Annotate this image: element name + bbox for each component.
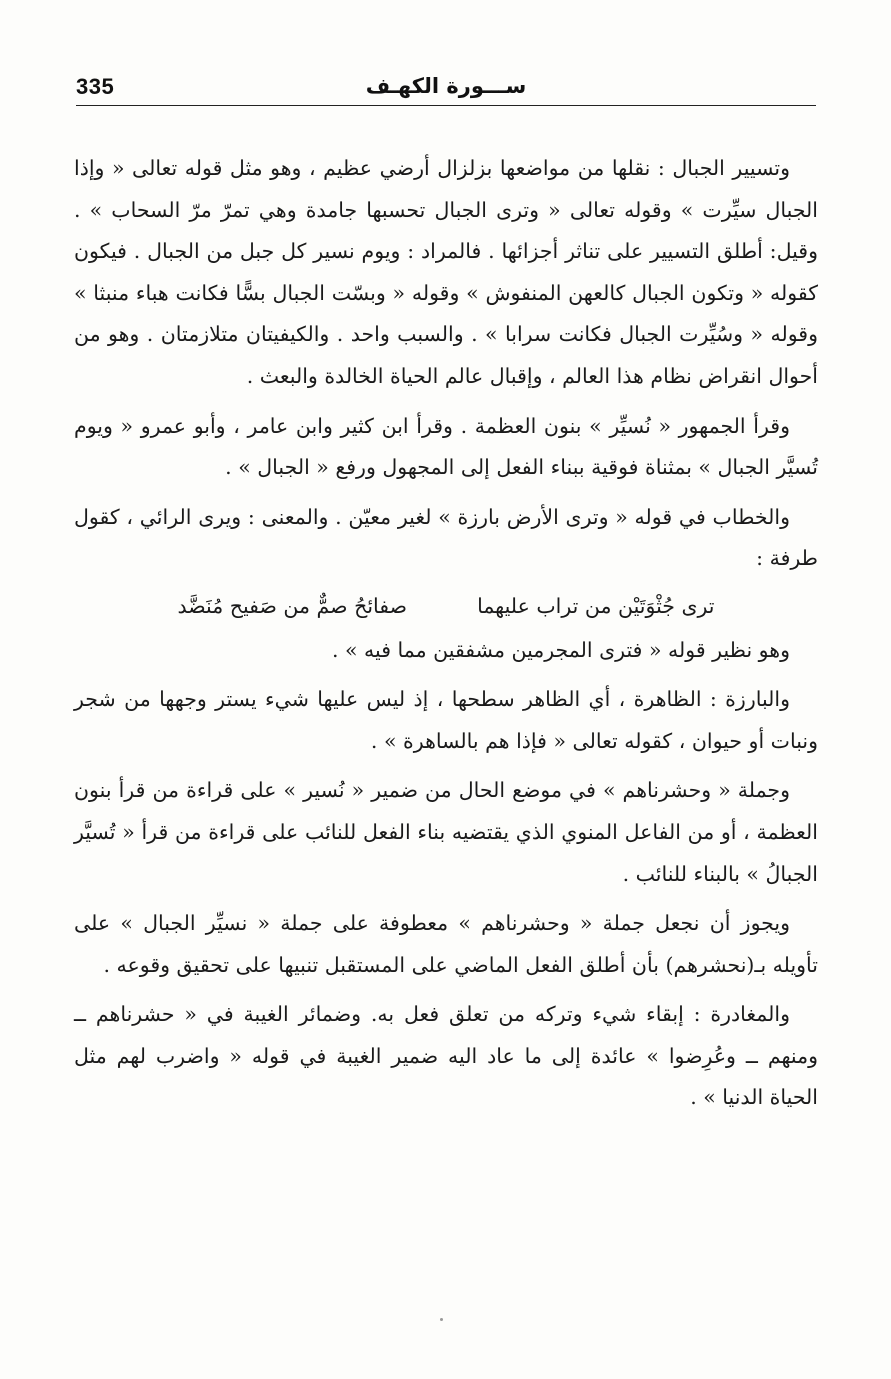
poem-hemistich-second: صفائحُ صمٌّ من صَفيح مُنَضَّد — [177, 593, 408, 618]
poem-hemistich-first: ترى جُثْوَتَيْن من تراب عليهما — [477, 593, 715, 618]
scan-speck — [440, 1318, 443, 1321]
paragraph: والخطاب في قوله « وترى الأرض بارزة » لغير معيّن . والمعنى : ويرى الرائي ، كقول طرفة : — [74, 504, 818, 571]
header-rule — [76, 105, 816, 106]
paragraph: وهو نظير قوله « فترى المجرمين مشفقين مما فيه » . — [331, 637, 790, 662]
page-body — [74, 148, 818, 1119]
page-header — [76, 72, 816, 106]
surah-title: ســـورة الكهـف — [365, 74, 527, 98]
paragraph: والمغادرة : إبقاء شيء وتركه من تعلق فعل به. وضمائر الغيبة في « حشرناهم ــ ومنهم ــ وعُرِضوا » عائدة إلى ما عاد اليه ضمير الغيبة في قوله « واضرب لهم مثل الحياة الدنيا » . — [74, 1002, 818, 1110]
paragraph: وتسيير الجبال : نقلها من مواضعها بزلزال أرضي عظيم ، وهو مثل قوله تعالى « وإذا الجبال سيِّرت » وقوله تعالى « وترى الجبال تحسبها جامدة وهي تمرّ مرّ السحاب » . وقيل: أطلق التسيير على تناثر أجزائها . فالمراد : ويوم نسير كل جبل من الجبال . فيكون كقوله « وتكون الجبال كالعهن المنفوش » وقوله « وبسّت الجبال بسًّا فكانت هباء منبثا » وقوله « وسُيِّرت الجبال فكانت سرابا » . والسبب واحد . والكيفيتان متلازمتان . وهو من أحوال انقراض نظام هذا العالم ، وإقبال عالم الحياة الخالدة والبعث . — [74, 156, 818, 388]
page-number: 335 — [76, 74, 115, 99]
paragraph: وجملة « وحشرناهم » في موضع الحال من ضمير « نُسير » على قراءة من قرأ بنون العظمة ، أو من الفاعل المنوي الذي يقتضيه بناء الفعل للنائب على قراءة من قرأ « تُسيَّر الجبالُ » بالبناء للنائب . — [74, 778, 818, 886]
poem-verse — [74, 586, 818, 628]
paragraph: والبارزة : الظاهرة ، أي الظاهر سطحها ، إذ ليس عليها شيء يستر وجهها من شجر ونبات أو حيوان ، كقوله تعالى « فإذا هم بالساهرة » . — [74, 687, 818, 753]
paragraph: ويجوز أن نجعل جملة « وحشرناهم » معطوفة على جملة « نسيِّر الجبال » على تأويله بـ(نحشرهم) بأن أطلق الفعل الماضي على المستقبل تنبيها على تحقيق وقوعه . — [74, 911, 818, 977]
paragraph: وقرأ الجمهور « نُسيِّر » بنون العظمة . وقرأ ابن كثير وابن عامر ، وأبو عمرو « ويوم تُسيَّر الجبال » بمثناة فوقية ببناء الفعل إلى المجهول ورفع « الجبال » . — [74, 413, 818, 480]
